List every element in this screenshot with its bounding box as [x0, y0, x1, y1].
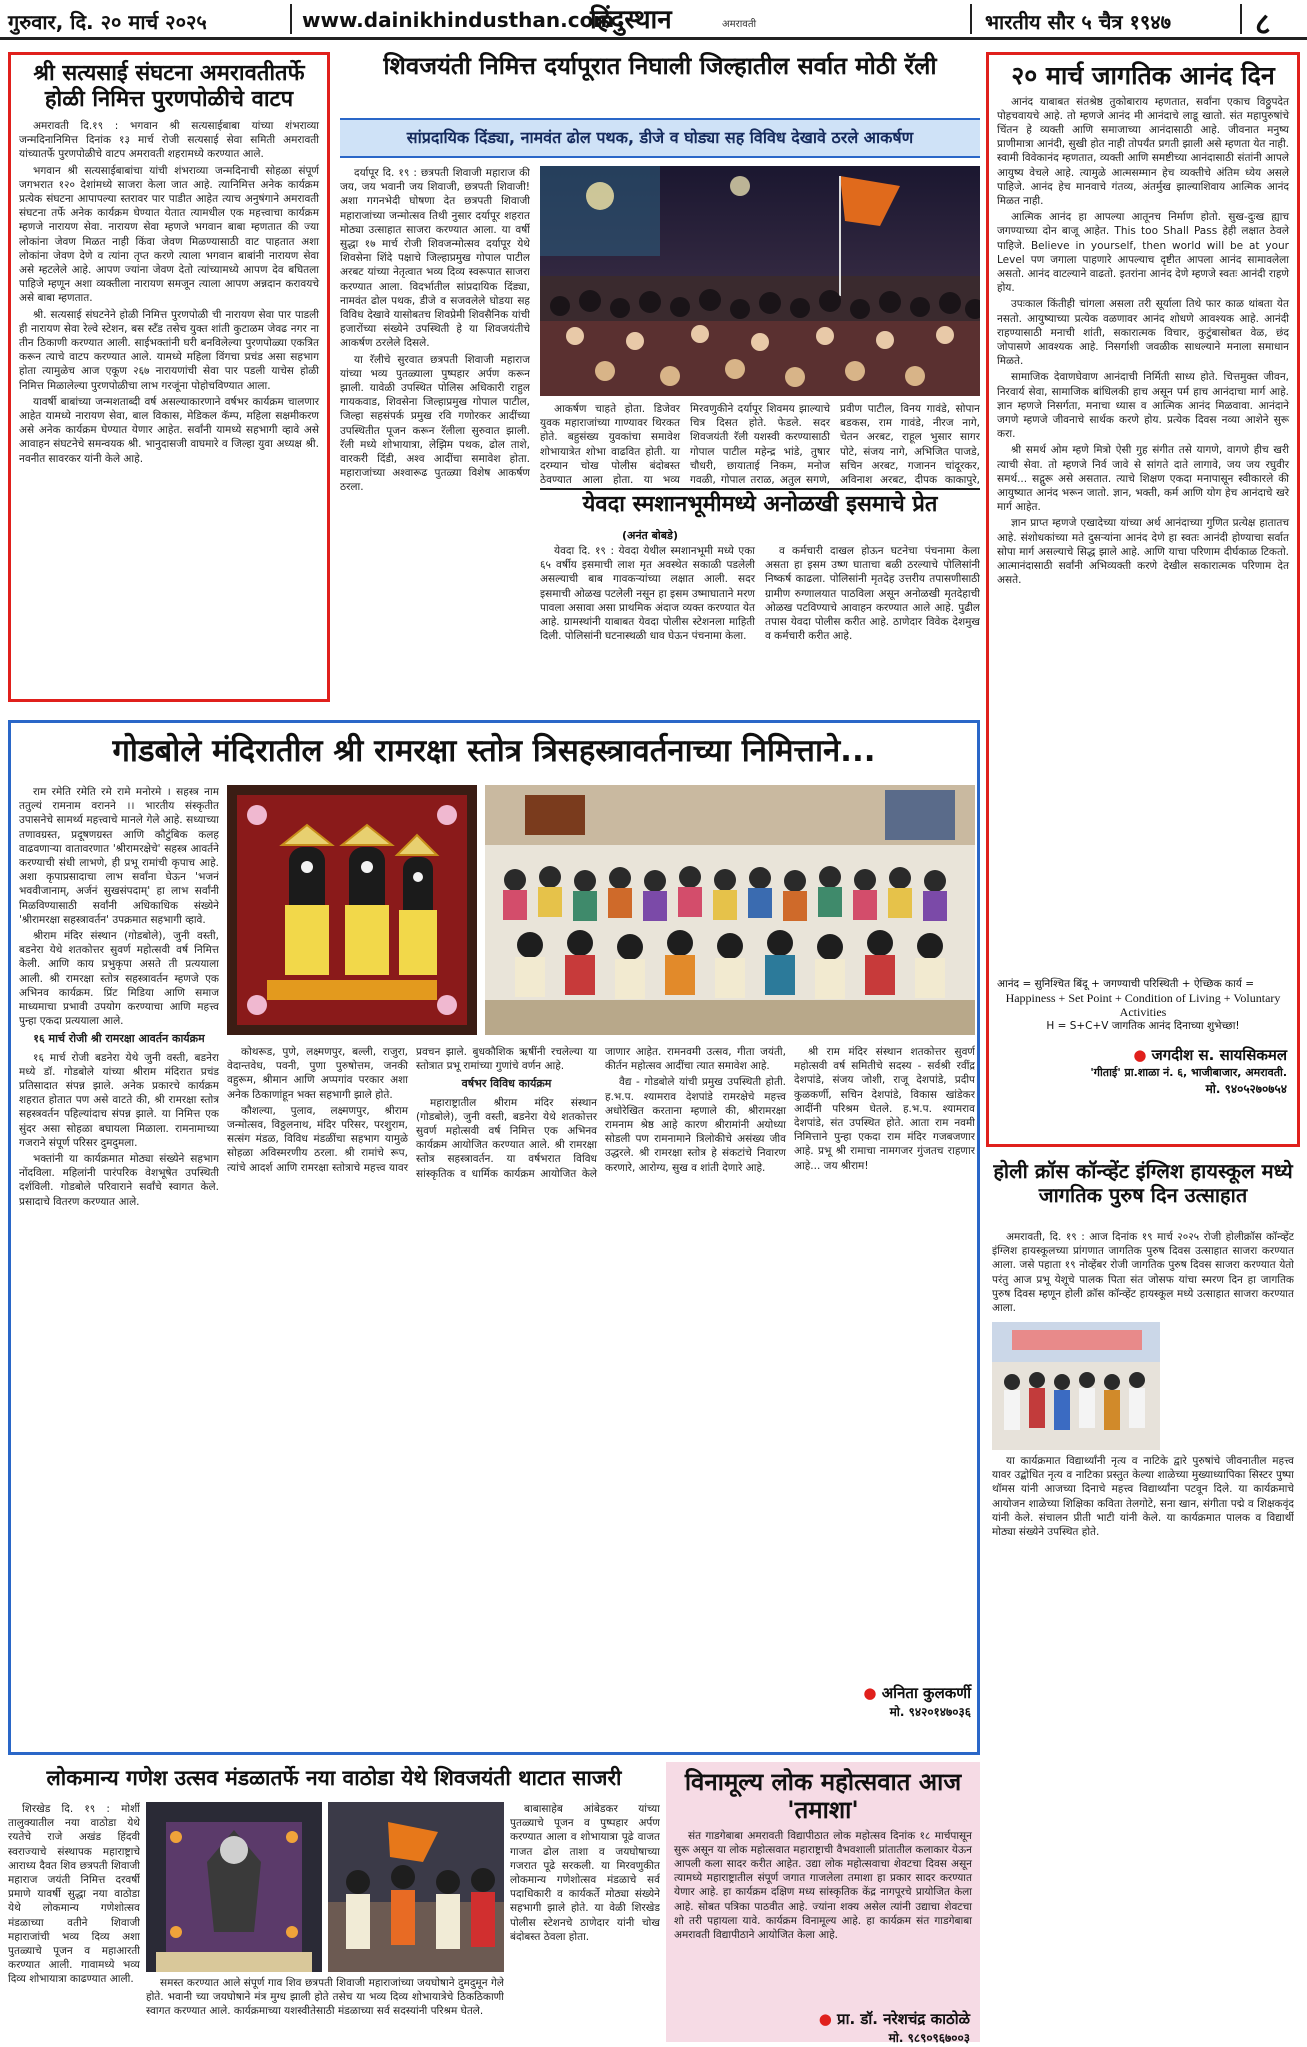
author-phone: मो. ९४२०१४७०३६: [889, 1705, 971, 1719]
article-paragraph: येवदा दि. १९ : येवदा येथील स्मशानभूमी मध्ये एका ६५ वर्षीय इसमाची लाश मृत अवस्थेत सकाळी पडलेली असल्याची बाब गावकऱ्यांच्या लक्षात आली. सदर इसमाची ओळख पटलेली नसून हा इसम उष्माघाताने मरण पावला असावा असा प्राथमिक अंदाज व्यक्त करण्यात येत आहे. ग्रामस्थांनी याबाबत येवदा पोलीस स्टेशनला माहिती दिली. पोलिसांनी घटनास्थळी धाव घेऊन पंचनामा केला.: [540, 545, 755, 643]
article-headline: शिवजयंती निमित्त दर्यापूरात निघाली जिल्हातील सर्वात मोठी रॅली: [383, 52, 937, 80]
article-paragraph: या कार्यक्रमात विद्यार्थ्यांनी नृत्य व नाटिके द्वारे पुरुषांचे जीवनातील महत्त्व यावर उद्बोधित नृत्य व नाटिका प्रस्तुत केल्या शाळेच्या मुख्याध्यापिका सिस्टर पुष्पा थॉमस यांनी आजच्या दिनाचे महत्त्व विद्यार्थ्यांना पटवून दिले. या कार्यक्रमाचे आयोजन शाळेच्या शिक्षिका कविता तेलगोटे, सना खान, संगीता पद्मे व शिक्षकवृंद यांनी केले. संचालन प्रीती भाटी यांनी केले. या कार्यक्रमात पालक व विद्यार्थी मोठ्या संख्येने उपस्थित होते.: [992, 1455, 1294, 1539]
article-paragraph: व कर्मचारी दाखल होऊन घटनेचा पंचनामा केला असता हा इसम उष्ण घाताचा बळी ठरल्याचे पोलिसांनी निष्कर्ष काढला. पोलिसांनी मृतदेह उत्तरीय तपासणीसाठी ग्रामीण रुग्णालयात पाठविला असून अनोळखी मृतदेहाची ओळख पटविण्याचे आवाहन करण्यात आले आहे. पुढील तपास येवदा पोलीस करीत आहे. ठाणेदार विवेक देशमुख व कर्मचारी करीत आहे.: [765, 545, 980, 643]
bullet-icon: ●: [863, 1684, 877, 1702]
article-paragraph: दर्यापूर दि. १९ : छत्रपती शिवाजी महाराज की जय, जय भवानी जय शिवाजी, छत्रपती शिवाजी! अशा गगनभेदी घोषणा देत छत्रपती शिवाजी महाराजांच्या जन्मोत्सव तिथी नुसार दर्यापूर शहरात मोठ्या उत्साहात साजरा करण्यात आला. या वर्षी सुद्धा १७ मार्च रोजी शिवजन्मोत्सव दर्यापूर येथे शिवसेना शिंदे पक्षाचे जिल्हाप्रमुख गोपाल पाटील अरबट यांच्या नेतृत्वात भव्य दिव्य स्वरूपात साजरा करण्यात आला. विदर्भातील सांप्रदायिक दिंड्या, नामवंत ढोल पथक, डीजे व सजवलेले घोडया सह विविध देखावे यासोबतच शिवप्रेमी शिवसैनिक यांची हजारोंच्या संख्येने उपस्थिती हे या शिवजयंतीचे आकर्षण ठरलेले दिसले.: [340, 167, 530, 350]
article-headline: होली क्रॉस कॉन्व्हेंट इंग्लिश हायस्कूल मध्ये जागतिक पुरुष दिन उत्साहात: [993, 1159, 1293, 1207]
article-subheading: वर्षभर विविध कार्यक्रम: [461, 1077, 552, 1091]
article-headline: श्री सत्यसाई संघटना अमरावतीतर्फे होळी निमित्त पुरणपोळीचे वाटप: [33, 61, 305, 112]
article-body-side: [1166, 1322, 1294, 1450]
article-paragraph: संत गाडगेबाबा अमरावती विद्यापीठात लोक महोत्सव दिनांक १८ मार्चपासून सुरू असून या लोक महोत्सवात महाराष्ट्राची वैभवशाली प्रांतातील कलाकार येऊन आपली कला सादर करीत आहेत. उद्या लोक महोत्सवाचा शेवटचा दिवस असून त्यामध्ये महाराष्ट्रातील संपूर्ण जगात गाजलेला तमाशा हा प्रकार सादर करण्यात येणार आहे. हा कार्यक्रम दक्षिण मध्य सांस्कृतिक केंद्र नागपूरचे प्रायोजित केला आहे. सोबत पत्रिका पाठवीत आहे. ज्यांना शक्य असेल त्यांनी उद्याचा शेवटचा शो तरी पहायला यावे. कार्यक्रम विनामूल्य आहे. हा कार्यक्रम संत गाडगेबाबा अमरावती विद्यापीठाने आयोजित केला आहे.: [674, 1829, 972, 1942]
article-paragraph: महाराष्ट्रातील श्रीराम मंदिर संस्थान (गोडबोले), जुनी वस्ती, बडनेरा येथे शतकोत्तर सुवर्ण महोत्सवी वर्ष निमित्त एक अभिनव कार्यक्रम आयोजित करण्यात आले. श्री रामरक्षा स्तोत्र सहस्त्रावर्तन. या वर्षभरात विविध सांस्कृतिक व धार्मिक कार्यक्रम आयोजित केले जाणार आहेत. रामनवमी उत्सव, गीता जयंती, कीर्तन महोत्सव आदींचा त्यात समावेश आहे.: [416, 1046, 786, 1180]
article-headline: विनामूल्य लोक महोत्सवात आज 'तमाशा': [684, 1768, 962, 1825]
article-paragraph: बाबासाहेब आंबेडकर यांच्या पुतळ्याचे पूजन व पुष्पहार अर्पण करण्यात आला व शोभायात्रा पूढे वाजत गाजत ढोल ताशा व जयघोषाच्या गजरात पूढे सरकली. या मिरवणुकीत लोकमान्य गणेशोत्सव मंडळाचे सर्व पदाधिकारी व कार्यकर्ते मोठ्या संख्येने सहभागी झाले होते. या वेळी शिरखेड पोलीस स्टेशनचे ठाणेदार यांनी चोख बंदोबस्त ठेवला होता.: [510, 1803, 660, 1943]
article-body: [992, 1230, 1294, 1320]
article-body-continued: [146, 1976, 504, 2040]
deity-photo: [227, 785, 477, 1035]
article-paragraph: यावर्षी बाबांच्या जन्मशताब्दी वर्ष असल्याकारणाने वर्षभर कार्यक्रम चालणार आहेत यामध्ये नारायण सेवा, बाल विकास, मेडिकल कॅम्प, महिला सक्षमीकरण असे अनेक कार्यक्रम घेण्यात येणार आहेत. सर्वांनी यामध्ये सहभागी व्हावे असे आवाहन संघटनेचे समन्वयक श्री. भानुदासजी वाघमारे व जिल्हा युवा अध्यक्ष श्री. नवनीत सावरकर यांनी केले आहे.: [19, 395, 319, 465]
article-paragraph: या रॅलीचे सुरवात छत्रपती शिवाजी महाराज यांच्या भव्य पुतळ्याला पुष्पहार अर्पण करून झाली. यावेळी उपस्थित पोलिस अधिकारी राहुल गायकवाड, शिवसेना जिल्हाप्रमुख गोपाल पाटील, जिल्हा सहसंपर्क प्रमुख रवि गणोरकर आदींच्या उपस्थितीत पूजन करून रॅलीला सुरुवात झाली. रॅली मध्ये शोभायात्रा, लेझिम पथक, ढोल ताशे, वारकरी दिंडी, अश्व आदींचा समावेश होता. महाराजांच्या अश्वारूढ पुतळ्या विशेष आकर्षण ठरला.: [340, 353, 530, 494]
article-paragraph: श्रीराम मंदिर संस्थान (गोडबोले), जुनी वस्ती, बडनेरा येथे शतकोत्तर सुवर्ण महोत्सवी वर्ष निमित्त केली. आणि काय प्रभुकृपा असते ती प्रत्ययाला आली. श्री रामरक्षा स्तोत्र सहस्त्रावर्तन म्हणजे एक अभिनव कार्यक्रम. प्रिंट मिडिया आणि समाज माध्यमाचा प्रभावी उपयोग करण्याचा आणि महत्त्व पुन्हा एकदा प्रत्ययाला आले.: [19, 930, 219, 1028]
article-paragraph: राम रमेति रमेति रमे रामे मनोरमे । सहस्त्र नाम ततुल्यं रामनाम वरानने ।। भारतीय संस्कृतीत उपासनेचे सामर्थ्य महत्त्वाचे मानले गेले आहे. सध्याच्या तणावग्रस्त, प्रदूषणग्रस्त आणि कौटुंबिक कलह वाढवणाऱ्या वातावरणात 'श्रीरामरक्षेचे' सहस्त्र आवर्तने करण्याची संधी लाभणे, ही प्रभू रामांची कृपाच आहे. अशा कृपाप्रसादाचा लाभ सर्वांना घेऊन 'भजनं भववीजानाम्, अर्जनं सुखसंपदाम्' हा लाभ सर्वांनी मिळविण्यासाठी सर्वांनी अधिकाधिक संख्येने 'श्रीरामरक्षा सहस्त्रावर्तन' उपक्रमात सहभागी व्हावे.: [19, 786, 219, 926]
formula-line: Happiness + Set Point + Condition of Living + Voluntary Activities: [1005, 990, 1281, 1019]
article-anand-din: [986, 52, 1300, 1147]
article-paragraph: भगवान श्री सत्यसाईबाबांचा यांची शंभराव्या जन्मदिनाची सोहळा संपूर्ण जगभरात १२० देशांमध्ये साजरा केला जात आहे. त्यानिमित्त अनेक कार्यक्रम प्रत्येक संघटना आपापल्या स्तरावर पार पाडीत आहेत त्याच अनुषंगाने अमरावती संघटना तर्फे अनेक कार्यक्रम घेण्यात येतात त्यामधील एक महत्त्वाचा कार्यक्रम म्हणजे नारायण सेवा. नारायण सेवा म्हणजे भगवान बाबा म्हणतात की ज्या लोकांना जेवण मिळत नाही किंवा जेवण मिळण्यासाठी वाट पाहतात अशा लोकांना जेवण देणे व त्यांना तृप्त करणे त्याला भगवान बाबांनी नारायण सेवा असे म्हटलेले आहे. आपण ज्यांना जेवण देतो त्यांच्यामध्ये आपण देव बघितला पाहिजे म्हणून अशा व्यक्तीला नारायण समजून त्याला आपण अन्नदान करावयचे असे बाबा म्हणतात.: [19, 164, 319, 305]
formula-line: H = S+C+V जागतिक आनंद दिनाच्या शुभेच्छा!: [1046, 1019, 1240, 1032]
article-body: [540, 544, 980, 704]
bullet-icon: ●: [1133, 1045, 1147, 1064]
masthead-divider: [290, 4, 292, 34]
author-name-text: जगदीश स. सायसिकमल: [1151, 1045, 1287, 1064]
saur-date: भारतीय सौर ५ चैत्र १९४७: [985, 10, 1172, 34]
article-paragraph: कोथरूड, पुणे, लक्ष्मणपुर, बल्ली, राजुरा, वेदान्तवेध, पवनी, पुणा पुरुषोत्तम, जनकी वहुरूम, श्रीमान आणि अप्पगांव परकार अशा अनेक ठिकाणांहून भक्त सहभागी झाले होते.: [227, 1046, 408, 1101]
article-paragraph: अमरावती दि.१९ : भगवान श्री सत्यसाईबाबा यांच्या शंभराव्या जन्मदिनानिमित्त दिनांक १३ मार्च रोजी सत्यसाई सेवा समिती अमरावती यांच्यातर्फे पुरणपोळीचे वाटप अमरावती शहरामध्ये करण्यात आले.: [19, 119, 319, 161]
article-paragraph: अमरावती, दि. १९ : आज दिनांक १९ मार्च २०२५ रोजी होलीक्रॉस कॉन्व्हेंट इंग्लिश हायस्कूलच्या प्रांगणात जागतिक पुरुष दिवस उत्साहात साजरा करण्यात आला. जसे पहाता १९ नोव्हेंबर रोजी जागतिक पुरुष दिवस साजरा करण्यात येतो परंतु आज प्रभू येशूचे पालक पिता संत जोसफ यांचा स्मरण दिन हा जागतिक पुरुष दिवस म्हणून होली क्रॉस कॉन्व्हेंट हायस्कूल मध्ये उत्साहात साजरा करण्यात आला.: [992, 1231, 1294, 1315]
author-signature: [989, 1035, 1297, 1097]
article-body: [989, 95, 1297, 975]
author-name-text: प्रा. डॉ. नरेशचंद्र काठोळे: [837, 2009, 970, 2028]
article-headline: २० मार्च जागतिक आनंद दिन: [1011, 61, 1275, 90]
article-subheadline: सांप्रदायिक दिंड्या, नामवंत ढोल पथक, डीजे व घोड्या सह विविध देखावे ठरले आकर्षण: [406, 128, 914, 147]
article-byline: (अनंत बोबडे): [622, 529, 678, 542]
article-body-column: [510, 1802, 660, 2040]
article-paragraph: उपःकाल किंतीही चांगला असला तरी सूर्याला तिथे फार काळ थांबता येत नसतो. आयुष्याच्या प्रत्येक वळणावर आनंद शोधणे आवश्यक आहे. आनंदी राहण्यासाठी मनाची शांती, सकारात्मक विचार, कुटुंबासोबत वेळ, छंद जोपासणे आवश्यक आहे. निसर्गाशी जवळीक साधल्याने मनाला समाधान मिळते.: [997, 298, 1289, 368]
article-subheading: १६ मार्च रोजी श्री रामरक्षा आवर्तन कार्यक्रम: [33, 1032, 205, 1046]
article-body: [11, 119, 327, 679]
article-body-column: [19, 785, 219, 1745]
article-body-columns: [227, 1045, 975, 1745]
article-holy-cross: [986, 1156, 1300, 1756]
article-sai-sanghatana: [8, 52, 330, 702]
section-divider: [540, 488, 980, 490]
page-number: ८: [1255, 7, 1271, 42]
article-paragraph: आनंद याबाबत संतश्रेष्ठ तुकोबाराय म्हणतात, सर्वांना एकाच विठ्ठुपदेत पोहचवायचे आहे. तो म्हणजे आनंद मी आनंदाचे लाडू खातो. संत महापुरुषांचे चिंतन हे व्यक्ती आणि समाजाच्या आनंदासाठी आहे. जीवनात मनुष्य प्राणीमात्रा आनंदी, सुखी होत नाही तोपर्यंत प्रगती झाली असे म्हणता येत नाही. स्वामी विवेकानंद म्हणतात, व्यक्ती आणि समष्टीच्या आनंदासाठी संतांनी आपले आयुष्य वेचले आहे. त्यामुळे आत्मसम्मान हेच व्यक्तीचे अंतिम ध्येय असले पाहिजे. आनंद हेच मानवाचे गंतव्य, अंतर्मुख झाल्याशिवाय आत्मिक आनंद मिळत नाही.: [997, 95, 1289, 207]
ceremony-photo: [328, 1802, 504, 1972]
article-paragraph: श्री समर्थ ओम म्हणे मित्रो ऐसी गुह संगीत तसे यागणे, वागणे हीच खरी त्याची सेवा. तो म्हणजे निर्व जावे से सांगते दाते लागावे, जय जय रघुवीर समर्थ... सद्गुरू असे असतात. त्याचे शिक्षण एकदा मनापासून स्वीकारले की आयुष्यात आनंद भरून जातो. ज्ञान, भक्ती, कर्म आणि योग हेच आनंदाचे खरे मार्ग आहेत.: [997, 444, 1289, 514]
article-paragraph: वैद्य - गोडबोले यांची प्रमुख उपस्थिती होती. ह.भ.प. श्यामराव देशपांडे रामरक्षेचे महत्त्व अधोरेखित करताना म्हणाले की, श्रीरामरक्षा रामनाम श्रेष्ठ आहे कारण श्रीरामांनी अयोध्या सोडली पण रामनामाने त्रिलोकीचे असंख्य जीव उद्धरले. श्री रामरक्षा स्तोत्र हे संकटांचे निवारण करणारे, आरोग्य, सुख व शांती देणारे आहे.: [605, 1076, 786, 1174]
article-paragraph: आत्मिक आनंद हा आपल्या आतूनच निर्माण होतो. सुख-दुःख ह्याच जगण्याच्या दोन बाजू आहेत. This too Shall Pass हेही लक्षात ठेवले पाहिजे. Believe in yourself, then world will be at your Level पण जगाला पाहणारे आपल्याच दृष्टीत आपला आनंद सामावलेला असतो. आनंद वाटल्याने वाढतो. इतरांना आनंद देणे म्हणजे स्वतः आनंदी राहणे होय.: [997, 211, 1289, 295]
author-name: [771, 1683, 971, 1703]
issue-date: गुरुवार, दि. २० मार्च २०२५: [8, 10, 207, 34]
article-body: [992, 1454, 1294, 1754]
article-paragraph: सामाजिक देवाणघेवाण आनंदाची निर्मिती साध्य होते. चित्तमुक्त जीवन, निरवार्य सेवा, सामाजिक बांधिलकी हाच असून पर्म हाच आनंदाचा मार्ग आहे. ज्ञान म्हणजे निसर्गता, मनाचा ध्यास व आत्मिक आनंद मिळवावा. आनंदाने जगणे म्हणजे जीवनाचे सार्थक करणे होय. प्रत्येक दिवस नव्या आशेने सुरू करा.: [997, 371, 1289, 441]
happiness-formula: [989, 975, 1297, 1035]
article-paragraph: श्री राम मंदिर संस्थान शतकोत्तर सुवर्ण महोत्सवी वर्ष समितीचे सदस्य - सर्वश्री रवींद्र देशपांडे, संजय जोशी, राजू देशपांडे, प्रदीप कुळकर्णी, सचिन देशपांडे, विकास खांडेकर आदींनी परिश्रम घेतले. ह.भ.प. श्यामराव देशपांडे, संत उपस्थित होते. आता राम नवमी निमित्ताने पुन्हा एकदा राम मंदिर गजबजणार आहे. प्रभू श्री रामाचा नामगजर गुंजतच राहणार आहे... जय श्रीराम!: [794, 1046, 975, 1172]
article-paragraph: १६ मार्च रोजी बडनेरा येथे जुनी वस्ती, बडनेरा मध्ये डॉ. गोडबोले यांच्या श्रीराम मंदिरात प्रचंड प्रतिसादात संपन्न झाले. अनेक प्रकारचे कार्यक्रम शहरात होतात पण असे वाटते की, श्री रामरक्षा स्तोत्र सहस्त्रवर्तन पहिल्यांदाच संपन्न झाले. या निमित्त एक सुंदर असा सोहळा बघायला मिळाला. रामनामाच्या गजराने संपूर्ण परिसर दुमदुमला.: [19, 1051, 219, 1149]
author-name-text: अनिता कुलकर्णी: [881, 1684, 971, 1702]
author-signature: [666, 2007, 980, 2046]
article-lok-mahotsav: [666, 1762, 980, 2045]
author-phone: मो. ९४०५२७०७५४: [1205, 1081, 1287, 1096]
article-paragraph: कौशल्या, पुलाव, लक्ष्मणपुर, श्रीराम जन्मोत्सव, विठ्ठलनाथ, मंदिर परिसर, परशुराम, सत्संग मंडळ, विविध मंडळींचा सहभाग यामुळे सोहळा अविस्मरणीय ठरला. श्री रामांचे रूप, त्यांचे आदर्श आणि रामरक्षा स्तोत्राचे महत्त्व यावर प्रवचन झाले. बुधकौशिक ऋषींनी रचलेल्या या स्तोत्रात प्रभू रामांच्या गुणांचे वर्णन आहे.: [227, 1046, 597, 1174]
article-paragraph: शिरखेड दि. १९ : मोर्शी तालुक्यातील नया वाठोडा येथे रयतेचे राजे अखंड हिंदवी स्वराज्याचे संस्थापक महाराष्ट्राचे आराध्य दैवत शिव छत्रपती शिवाजी महाराज जयंती निमित्त दरवर्षी प्रमाणे यावर्षी सुद्धा नया वाठोडा येथे लोकमान्य गणेशोत्सव मंडळाच्या वतीने शिवाजी महाराजांची भव्य दिव्य अशा पुतळ्याचे पूजन व महाआरती करण्यात आली. गावामध्ये भव्य दिव्य शोभायात्रा काढण्यात आली.: [8, 1803, 140, 1986]
subheadline-band: [340, 118, 980, 158]
author-phone: मो. ९८९०९६७००३: [888, 2030, 970, 2045]
article-paragraph: समस्त करण्यात आले संपूर्ण गाव शिव छत्रपती शिवाजी महाराजांच्या जयघोषाने दुमदुमून गेले होते. भवानी च्या जयघोषाने मंत्र मुग्ध झाली होते तसेच या भव्य दिव्य शोभायात्रेचे ठिकठिकाणी स्वागत करण्यात आले. कार्यक्रमाच्या यशस्वीतेसाठी मंडळाच्या सर्व सदस्यांनी परिश्रम घेतले.: [146, 1977, 504, 2018]
article-body: [666, 1829, 980, 2007]
website-link[interactable]: www.dainikhindusthan.com: [302, 8, 615, 32]
article-headline: लोकमान्य गणेश उत्सव मंडळातर्फे नया वाठोडा येथे शिवजयंती थाटात साजरी: [46, 1766, 622, 1790]
article-godbole-mandir: [8, 720, 980, 1755]
article-headline: येवदा स्मशानभूमीमध्ये अनोळखी इसमाचे प्रेत: [582, 492, 938, 517]
article-paragraph: आकर्षण चाहते होता. डिजेवर युवक महाराजांच्या गाण्यावर थिरकत होते. बहुसंख्य युवकांचा समावेश शोभायात्रेत शोभा वाढवित होती. या दरम्यान चोख पोलीस बंदोबस्त ठेवण्यात आला होता. या भव्य मिरवणुकीने दर्यापूर शिवमय झाल्याचे चित्र दिसत होते. फेडले. सदर शिवजयंती रॅली यशस्वी करण्यासाठी गोपाल पाटील महेन्द्र भांडे, तुषार चौधरी, छायाताई निकम, मनोज गवळी, गोपाल तराळ, अतुल सगणे, प्रवीण पाटील, विनय गावंडे, सोपान बडकस, राम गावंडे, नीरज नागे, चेतन अरबट, राहूल भुसार सागर पोटे, संजय नागे, अभिजित पाजडे, सचिन अरबट, गजानन चांदूरकर, अविनाश अरबट, दीपक काकापुरे,: [540, 403, 980, 487]
devotees-photo: [485, 785, 975, 1035]
article-lokmanya-ganesh: [8, 1762, 660, 2042]
article-headline: गोडबोले मंदिरातील श्री रामरक्षा स्तोत्र त्रिसहस्त्रावर्तनाच्या निमित्ताने...: [112, 733, 876, 769]
masthead-divider: [970, 4, 972, 34]
formula-line: आनंद = सुनिश्चित बिंदू + जगण्याची परिस्थिती + ऐच्छिक कार्य =: [997, 977, 1255, 990]
article-paragraph: श्री. सत्यसाई संघटनेने होळी निमित्त पुरणपोळी ची नारायण सेवा पार पाडली ही नारायण सेवा रेल्वे स्टेशन, बस स्टँड तसेच युक्त शांती कुटाळम जेवढ नगर ना तीन ठिकाणी करण्यात आली. साईभक्तांनी घरी बनविलेल्या पुरणपोळ्या एकत्रित करून त्याचे वाटप करण्यात आले. यामध्ये महिला विंगचा प्रचंड असा सहभाग होता त्यामुळेच आज एकूण २६७ नारायणांची सेवा पार पडली याचेस होळी निमित्त मिळालेल्या पुरणपोळीचा लाभ गरजूंना पोहोचविण्यात आला.: [19, 308, 319, 392]
edition-label: अमरावती: [722, 19, 757, 30]
shivaji-statue-photo: [146, 1802, 322, 1972]
masthead-divider: [1240, 4, 1242, 34]
bullet-icon: ●: [818, 2009, 832, 2028]
rally-crowd-photo: [540, 166, 980, 396]
author-name: [999, 1045, 1287, 1065]
article-paragraph: ज्ञान प्राप्त म्हणजे एखादेच्या यांच्या अर्थ आनंदाच्या गुणित प्रत्येक्ष हातातच आहे. संशोधकांच्या मते दुसऱ्यांना आनंद देणे हा स्वतः आनंदी होण्याचा सर्वात सोपा मार्ग असल्याचे सिद्ध झाले आहे. आणि याचा परिणाम दीर्घकाळ टिकतो. आत्मानंदासाठी सर्वांनी अभिव्यक्ती करणे देखील सकारात्मक परिणाम देत असते.: [997, 517, 1289, 587]
masthead: [0, 0, 1307, 40]
article-paragraph: भक्तांनी या कार्यक्रमात मोठ्या संख्येने सहभाग नोंदविला. महिलांनी पारंपरिक वेशभूषेत उपस्थिती दर्शविली. गोडबोले परिवाराने सर्वांचे स्वागत केले. प्रसादाचे वितरण करण्यात आले.: [19, 1153, 219, 1208]
author-name: [676, 2009, 970, 2029]
article-yevda-smashan: [340, 488, 980, 718]
newspaper-logo: हिंदुस्थान: [590, 5, 672, 35]
article-body-continued: [540, 402, 980, 488]
article-body-column: [8, 1802, 140, 2040]
author-address: 'गीताई' प्रा.शाळा नं. ६, भाजीबाजार, अमरावती.: [1090, 1065, 1287, 1079]
article-shivjayanti-rally: [340, 48, 980, 494]
author-signature: [771, 1683, 971, 1720]
school-event-photo: [992, 1322, 1160, 1450]
